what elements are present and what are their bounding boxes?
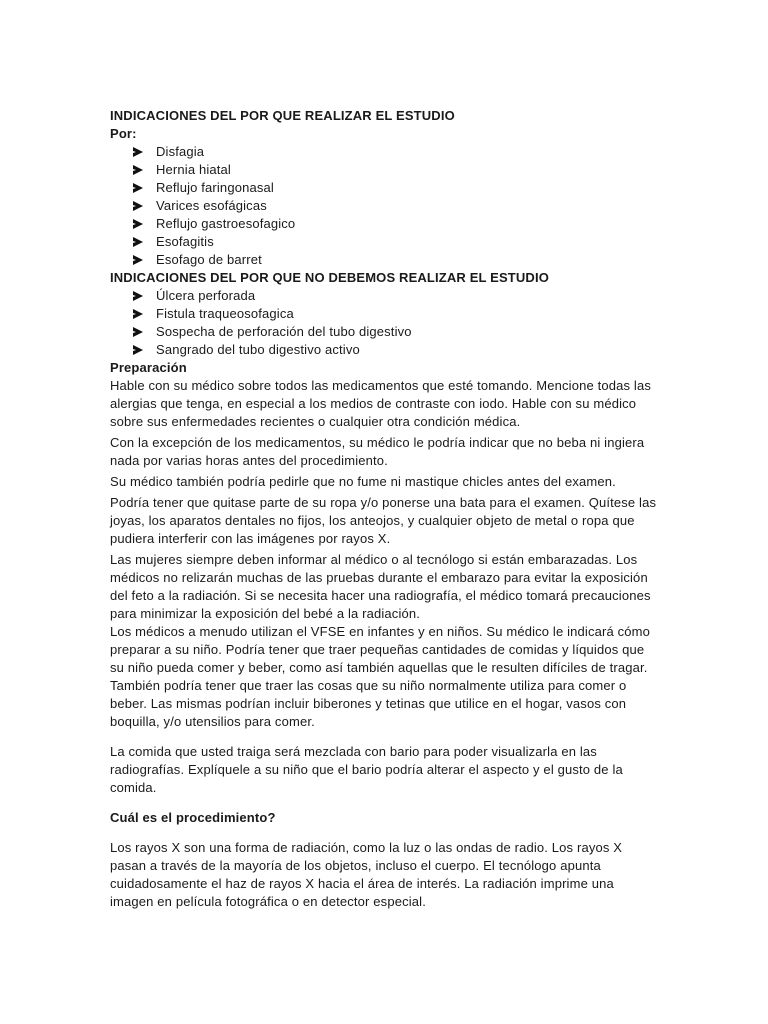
list-item: Hernia hiatal [133,161,658,179]
arrow-bullet-icon [133,183,143,193]
arrow-bullet-icon [133,147,143,157]
arrow-bullet-icon [133,219,143,229]
list-item: Reflujo gastroesofagico [133,215,658,233]
indications-list [110,143,658,269]
contraindications-list [110,287,658,359]
arrow-bullet-icon [133,291,143,301]
paragraph: Hable con su médico sobre todos las medicamentos que esté tomando. Mencione todas las alergias que tenga, en especial a los medios de contraste con iodo. Hable con su médico sobre sus enfermedades recientes o cualquier otra condición médica. [110,378,651,429]
paragraph: Con la excepción de los medicamentos, su médico le podría indicar que no beba ni ingiera nada por varias horas antes del procedimiento. [110,435,645,468]
arrow-bullet-icon [133,255,143,265]
arrow-bullet-icon [133,327,143,337]
por-label: Por: [110,126,137,141]
paragraph: Las mujeres siempre deben informar al médico o al tecnólogo si están embarazadas. Los médicos no relizarán muchas de las pruebas durante el embarazo para evitar la exposición del feto a la radiación. Si se necesita hacer una radiografía, el médico tomará precauciones para minimizar la exposición del bebé a la radiación. [110,552,651,621]
heading-indications: INDICACIONES DEL POR QUE REALIZAR EL ESTUDIO [110,108,455,123]
paragraph: La comida que usted traiga será mezclada con bario para poder visualizarla en las radiografías. Explíquele a su niño que el bario podría alterar el aspecto y el gusto de la comida. [110,744,623,795]
paragraph: Podría tener que quitase parte de su ropa y/o ponerse una bata para el examen. Quítese las joyas, los aparatos dentales no fijos, los anteojos, y cualquier objeto de metal o ropa que pudiera interferir con las imágenes por rayos X. [110,495,657,546]
list-item: Esofagitis [133,233,658,251]
list-item: Varices esofágicas [133,197,658,215]
list-item: Disfagia [133,143,658,161]
list-item: Sangrado del tubo digestivo activo [133,341,658,359]
arrow-bullet-icon [133,165,143,175]
arrow-bullet-icon [133,345,143,355]
arrow-bullet-icon [133,237,143,247]
list-item: Úlcera perforada [133,287,658,305]
list-item: Reflujo faringonasal [133,179,658,197]
heading-preparation: Preparación [110,360,187,375]
heading-contraindications: INDICACIONES DEL POR QUE NO DEBEMOS REALIZAR EL ESTUDIO [110,270,549,285]
paragraph: Su médico también podría pedirle que no fume ni mastique chicles antes del examen. [110,474,616,489]
arrow-bullet-icon [133,201,143,211]
list-item: Esofago de barret [133,251,658,269]
document-page [110,107,658,911]
heading-procedure: Cuál es el procedimiento? [110,810,276,825]
paragraph: Los rayos X son una forma de radiación, como la luz o las ondas de radio. Los rayos X pasan a través de la mayoría de los objetos, incluso el cuerpo. El tecnólogo apunta cuidadosamente el haz de rayos X hacia el área de interés. La radiación imprime una imagen en película fotográfica o en detector especial. [110,840,623,909]
arrow-bullet-icon [133,309,143,319]
paragraph: Los médicos a menudo utilizan el VFSE en infantes y en niños. Su médico le indicará cómo preparar a su niño. Podría tener que traer pequeñas cantidades de comidas y líquidos que su niño pueda comer y beber, como así también aquellas que le resulten difíciles de tragar. También podría tener que traer las cosas que su niño normalmente utiliza para comer o beber. Las mismas podrían incluir biberones y tetinas que utilice en el hogar, vasos con boquilla, y/o utensilios para comer. [110,624,650,729]
list-item: Sospecha de perforación del tubo digestivo [133,323,658,341]
list-item: Fistula traqueosofagica [133,305,658,323]
